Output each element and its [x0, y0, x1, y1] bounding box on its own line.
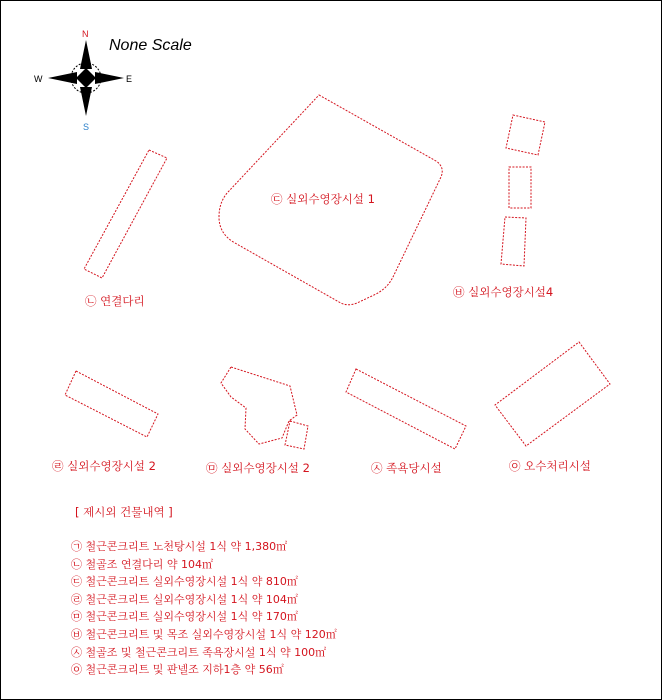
bridge-area-b-outline — [84, 150, 167, 278]
label-area-h: ㉥ 실외수영장시설4 — [453, 285, 554, 299]
compass-east-label: E — [126, 74, 133, 84]
legend-item: ㉥ 철근콘크리트 및 목조 실외수영장시설 1식 약 120㎡ — [71, 627, 337, 641]
footbath-area-s-outline — [346, 369, 466, 449]
legend-item: ㉤ 철근콘크리트 실외수영장시설 1식 약 170㎡ — [71, 610, 298, 624]
label-area-b: ㉡ 연결다리 — [85, 294, 145, 308]
legend-item: ㉠ 철근콘크리트 노천탕시설 1식 약 1,380㎡ — [71, 540, 288, 553]
pool-area-h-part-3 — [501, 217, 526, 266]
legend-title: [ 제시외 건물내역 ] — [75, 505, 173, 519]
legend-item: ㉡ 철골조 연결다리 약 104㎡ — [71, 557, 213, 571]
pool-area-h-part-1 — [506, 115, 545, 155]
sewage-area-o-outline — [495, 342, 610, 446]
legend-item: ㉧ 철근콘크리트 및 판넬조 지하1층 약 56㎡ — [71, 663, 284, 677]
label-area-s: ㉦ 족욕당시설 — [371, 461, 442, 475]
legend-item: ㉣ 철근콘크리트 실외수영장시설 1식 약 104㎡ — [71, 592, 298, 606]
compass-south-label: S — [83, 122, 90, 132]
label-area-e: ㉤ 실외수영장시설 2 — [206, 461, 310, 475]
legend-item: ㉢ 철근콘크리트 실외수영장시설 1식 약 810㎡ — [71, 575, 298, 589]
scale-note: None Scale — [109, 37, 192, 54]
pool-area-h-part-2 — [509, 167, 531, 208]
legend-item: ㉦ 철골조 및 철근콘크리트 족욕장시설 1식 약 100㎡ — [71, 645, 327, 659]
legend-list — [71, 538, 337, 679]
compass-west-label: W — [34, 74, 43, 84]
pool-area-d-outline — [65, 371, 158, 437]
label-area-o: ㉧ 오수처리시설 — [509, 459, 591, 473]
pool-area-e-annex — [285, 421, 308, 449]
compass-north-label: N — [82, 29, 89, 39]
pool-area-e-outline — [221, 367, 297, 444]
label-area-d: ㉣ 실외수영장시설 2 — [52, 459, 156, 473]
label-area-c: ㉢ 실외수영장시설 1 — [271, 192, 375, 206]
